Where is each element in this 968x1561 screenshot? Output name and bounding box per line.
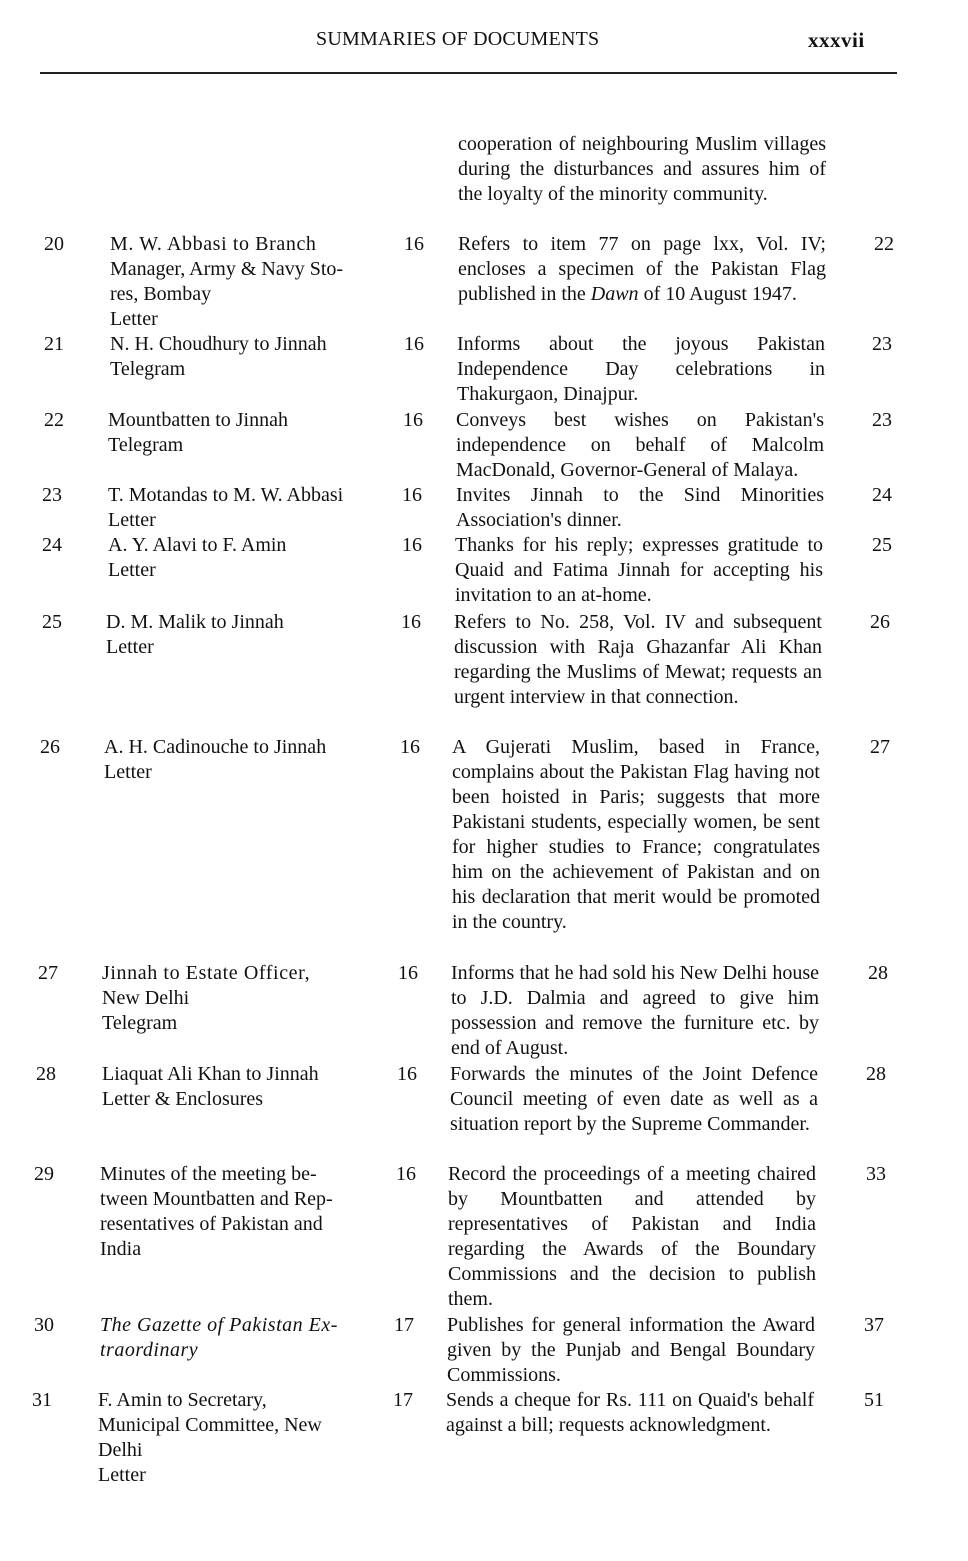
entry-number: 28 — [36, 1063, 56, 1085]
entry-summary: Thanks for his reply; expresses gratitude to Quaid and Fatima Jinnah for accepting his invitation to an at-home. — [455, 534, 823, 606]
entry-title — [102, 1062, 374, 1112]
entry-title-line: M. W. Abbasi to Branch — [110, 233, 317, 255]
entry-row — [0, 232, 968, 332]
entry-row — [0, 332, 968, 408]
entry-title-line: N. H. Choudhury to Jinnah — [110, 333, 327, 355]
entry-page: 25 — [872, 534, 892, 556]
entry-date: 16 — [397, 1063, 417, 1085]
entry-title-line: traordinary — [100, 1339, 199, 1361]
entry-page: 28 — [866, 1063, 886, 1085]
entry-date: 16 — [396, 1163, 416, 1185]
entry-date: 16 — [403, 409, 423, 431]
entry-row — [0, 1162, 968, 1313]
entry-title-line: Jinnah to Estate Officer, — [102, 962, 311, 984]
entry-page: 28 — [868, 962, 888, 984]
entry-page: 37 — [864, 1314, 884, 1336]
entry-page: 22 — [874, 233, 894, 255]
entry-title — [104, 735, 376, 785]
entry-title — [106, 610, 378, 660]
entry-row — [0, 533, 968, 610]
header-rule — [40, 72, 897, 74]
entry-doc-type: Telegram — [102, 1012, 178, 1034]
entry-doc-type: Telegram — [108, 434, 184, 456]
summary-part: Refers to item 77 on page lxx, Vol. IV; encloses a specimen of the Pakistan Flag published in the Dawn of 10 August 1947. — [458, 233, 826, 305]
continued-entry — [0, 132, 968, 232]
entry-title-line: Manager, Army & Navy Sto- — [110, 258, 344, 280]
entry-title-line: T. Motandas to M. W. Abbasi — [108, 484, 344, 506]
entry-doc-type: Letter — [98, 1464, 146, 1486]
entry-date: 17 — [393, 1389, 413, 1411]
running-head: SUMMARIES OF DOCUMENTS — [316, 28, 600, 50]
entry-title — [100, 1313, 372, 1363]
entry-summary — [458, 232, 826, 307]
entry-title — [110, 332, 382, 382]
entry-title-line: F. Amin to Secretary, — [98, 1389, 267, 1411]
entry-number: 22 — [44, 409, 64, 431]
entry-row — [0, 610, 968, 735]
entry-title-line: Minutes of the meeting be- — [100, 1163, 317, 1185]
entry-row — [0, 735, 968, 961]
entry-title-line: D. M. Malik to Jinnah — [106, 611, 284, 633]
entry-date: 17 — [394, 1314, 414, 1336]
entry-title-line: New Delhi — [102, 987, 190, 1009]
entry-date: 16 — [401, 611, 421, 633]
entry-title-line: A. H. Cadinouche to Jinnah — [104, 736, 327, 758]
entry-doc-type: Letter — [104, 761, 152, 783]
entry-number: 29 — [34, 1163, 54, 1185]
page-number: xxxvii — [808, 28, 865, 52]
entry-title-line: Mountbatten to Jinnah — [108, 409, 288, 431]
entry-row — [0, 408, 968, 483]
entry-title-line: Delhi — [98, 1439, 143, 1461]
entry-title-line: resentatives of Pakistan and — [100, 1213, 323, 1235]
entry-summary: cooperation of neighbouring Muslim villages during the disturbances and assures him of the loyalty of the minority community. — [458, 133, 826, 205]
entry-summary: Sends a cheque for Rs. 111 on Quaid's behalf against a bill; requests acknowledgment. — [446, 1389, 814, 1436]
entry-page: 33 — [866, 1163, 886, 1185]
entry-number: 26 — [40, 736, 60, 758]
entry-date: 16 — [398, 962, 418, 984]
entry-number: 25 — [42, 611, 62, 633]
entry-number: 23 — [42, 484, 62, 506]
entry-summary: Publishes for general information the Award given by the Punjab and Bengal Boundary Commissions. — [447, 1314, 815, 1386]
entry-date: 16 — [404, 333, 424, 355]
newspaper-name: Dawn — [590, 283, 639, 305]
entry-doc-type: Letter — [106, 636, 154, 658]
entry-number: 24 — [42, 534, 62, 556]
entry-page: 23 — [872, 333, 892, 355]
entry-number: 30 — [34, 1314, 54, 1336]
entry-page: 23 — [872, 409, 892, 431]
entry-number: 27 — [38, 962, 58, 984]
entry-title — [108, 408, 380, 458]
entry-date: 16 — [402, 534, 422, 556]
entry-title-line: tween Mountbatten and Rep- — [100, 1188, 333, 1210]
entry-page: 51 — [864, 1389, 884, 1411]
entry-title — [102, 961, 372, 1036]
entry-summary: Invites Jinnah to the Sind Minorities Association's dinner. — [456, 484, 824, 531]
entry-page: 26 — [870, 611, 890, 633]
entry-summary: Refers to No. 258, Vol. IV and subsequent discussion with Raja Ghazanfar Ali Khan regarding the Muslims of Mewat; requests an urgent interview in that connection. — [454, 611, 822, 708]
entry-row — [0, 483, 968, 533]
entry-title-line: Municipal Committee, New — [98, 1414, 322, 1436]
entry-title — [108, 533, 380, 583]
entry-title-line: Liaquat Ali Khan to Jinnah — [102, 1063, 319, 1085]
entry-page: 27 — [870, 736, 890, 758]
entry-doc-type: Letter — [108, 509, 156, 531]
entry-title-line: The Gazette of Pakistan Ex- — [100, 1314, 338, 1336]
entry-title-line: res, Bombay — [110, 283, 212, 305]
entry-doc-type: Letter — [108, 559, 156, 581]
entry-row — [0, 1388, 968, 1488]
entry-date: 16 — [400, 736, 420, 758]
entry-summary: A Gujerati Muslim, based in France, complains about the Pakistan Flag having not been hoisted in Paris; suggests that more Pakistani students, especially women, be sent for higher studies to France; congratulates him on the achievement of Pakistan and on his declaration that merit would be promoted in the country. — [452, 736, 820, 933]
entry-doc-type: Letter & Enclosures — [102, 1088, 264, 1110]
entry-row — [0, 1062, 968, 1162]
entry-doc-type: Telegram — [110, 358, 186, 380]
entry-row — [0, 1313, 968, 1388]
entry-date: 16 — [402, 484, 422, 506]
entry-title — [110, 232, 382, 332]
entry-summary: Informs that he had sold his New Delhi house to J.D. Dalmia and agreed to give him possession and remove the furniture etc. by end of August. — [451, 962, 819, 1059]
entry-summary: Conveys best wishes on Pakistan's independence on behalf of Malcolm MacDonald, Governor-General of Malaya. — [456, 409, 824, 481]
entry-page: 24 — [872, 484, 892, 506]
entry-summary: Record the proceedings of a meeting chaired by Mountbatten and attended by representatives of Pakistan and India regarding the Awards of the Boundary Commissions and the decision to publish them. — [448, 1163, 816, 1310]
entry-title — [98, 1388, 370, 1488]
entry-date: 16 — [404, 233, 424, 255]
entry-number: 31 — [32, 1389, 52, 1411]
entry-number: 21 — [44, 333, 64, 355]
entry-number: 20 — [44, 233, 64, 255]
entry-title-line: A. Y. Alavi to F. Amin — [108, 534, 287, 556]
entry-summary: Forwards the minutes of the Joint Defence Council meeting of even date as well as a situation report by the Supreme Commander. — [450, 1063, 818, 1135]
entry-title — [108, 483, 388, 533]
entry-doc-type: Letter — [110, 308, 158, 330]
summary-list — [0, 132, 968, 1488]
entry-title-line: India — [100, 1238, 142, 1260]
entry-title — [100, 1162, 372, 1262]
entry-summary: Informs about the joyous Pakistan Independence Day celebrations in Thakurgaon, Dinajpur. — [457, 333, 825, 405]
entry-row — [0, 961, 968, 1062]
